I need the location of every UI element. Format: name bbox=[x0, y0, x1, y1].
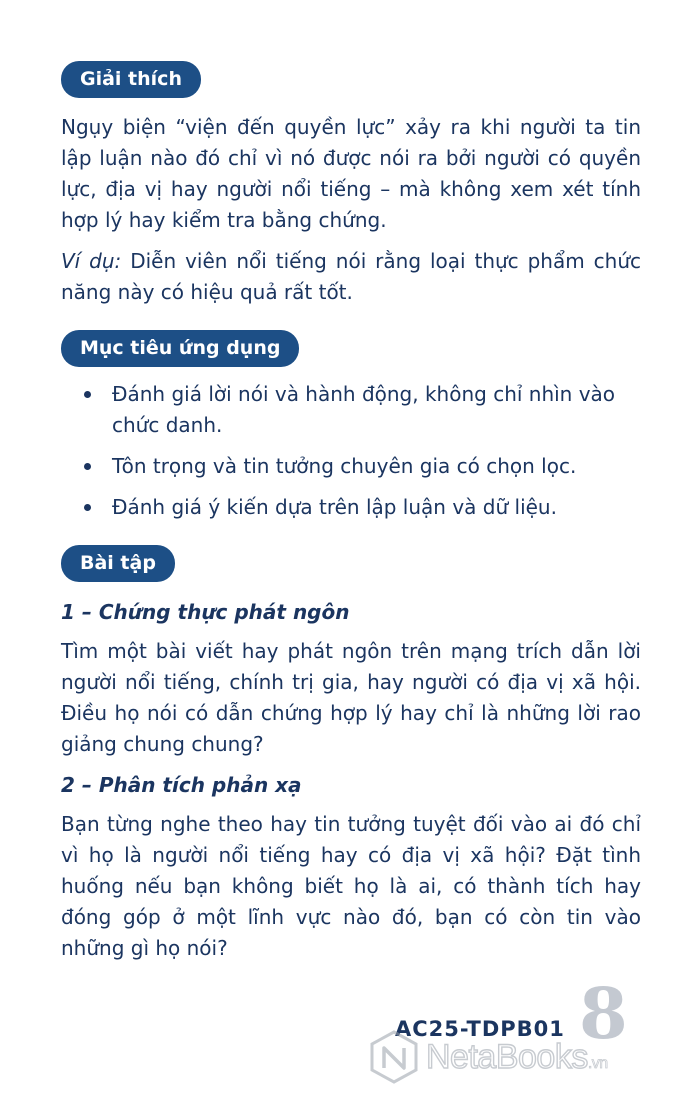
exercise-2-title: 2 – Phân tích phản xạ bbox=[61, 773, 302, 797]
goals-list bbox=[61, 379, 621, 533]
goal-text: Đánh giá ý kiến dựa trên lập luận và dữ liệu. bbox=[112, 495, 557, 519]
example-paragraph bbox=[61, 246, 641, 308]
exercise-1-title: 1 – Chứng thực phát ngôn bbox=[61, 600, 350, 624]
section-heading-goals: Mục tiêu ứng dụng bbox=[61, 330, 299, 367]
goal-text: Tôn trọng và tin tưởng chuyên gia có chọn lọc. bbox=[112, 454, 577, 478]
explain-paragraph: Ngụy biện “viện đến quyền lực” xảy ra khi người ta tin lập luận nào đó chỉ vì nó được nói ra bởi người có quyền lực, địa vị hay người nổi tiếng – mà không xem xét tính hợp lý hay kiểm tra bằng chứng. bbox=[61, 115, 641, 232]
list-item bbox=[61, 451, 621, 482]
example-text: Diễn viên nổi tiếng nói rằng loại thực phẩm chức năng này có hiệu quả rất tốt. bbox=[61, 249, 641, 304]
goal-text: Đánh giá lời nói và hành động, không chỉ nhìn vào chức danh. bbox=[112, 382, 616, 437]
section-heading-exercises: Bài tập bbox=[61, 545, 175, 582]
book-code: AC25-TDPB01 bbox=[395, 1017, 565, 1041]
bullet-dot-icon bbox=[84, 504, 91, 511]
bullet-dot-icon bbox=[84, 391, 91, 398]
netabooks-logo-icon bbox=[366, 1028, 422, 1088]
list-item bbox=[61, 492, 621, 523]
watermark bbox=[366, 1028, 696, 1088]
bullet-dot-icon bbox=[84, 463, 91, 470]
exercise-2-body: Bạn từng nghe theo hay tin tưởng tuyệt đối vào ai đó chỉ vì họ là người nổi tiếng hay có địa vị xã hội? Đặt tình huống nếu bạn không biết họ là ai, có thành tích hay đóng góp ở một lĩnh vực nào đó, bạn có còn tin vào những gì họ nói? bbox=[61, 812, 641, 960]
example-label: Ví dụ: bbox=[61, 249, 122, 273]
section-heading-explain: Giải thích bbox=[61, 61, 201, 98]
list-item bbox=[61, 379, 621, 441]
page-number: 8 bbox=[579, 972, 628, 1055]
watermark-text: NetaBooks.vn bbox=[426, 1038, 608, 1076]
exercise-1-body: Tìm một bài viết hay phát ngôn trên mạng trích dẫn lời người nổi tiếng, chính trị gia, hay người có địa vị xã hội. Điều họ nói có dẫn chứng hợp lý hay chỉ là những lời rao giảng chung chung? bbox=[61, 639, 641, 756]
